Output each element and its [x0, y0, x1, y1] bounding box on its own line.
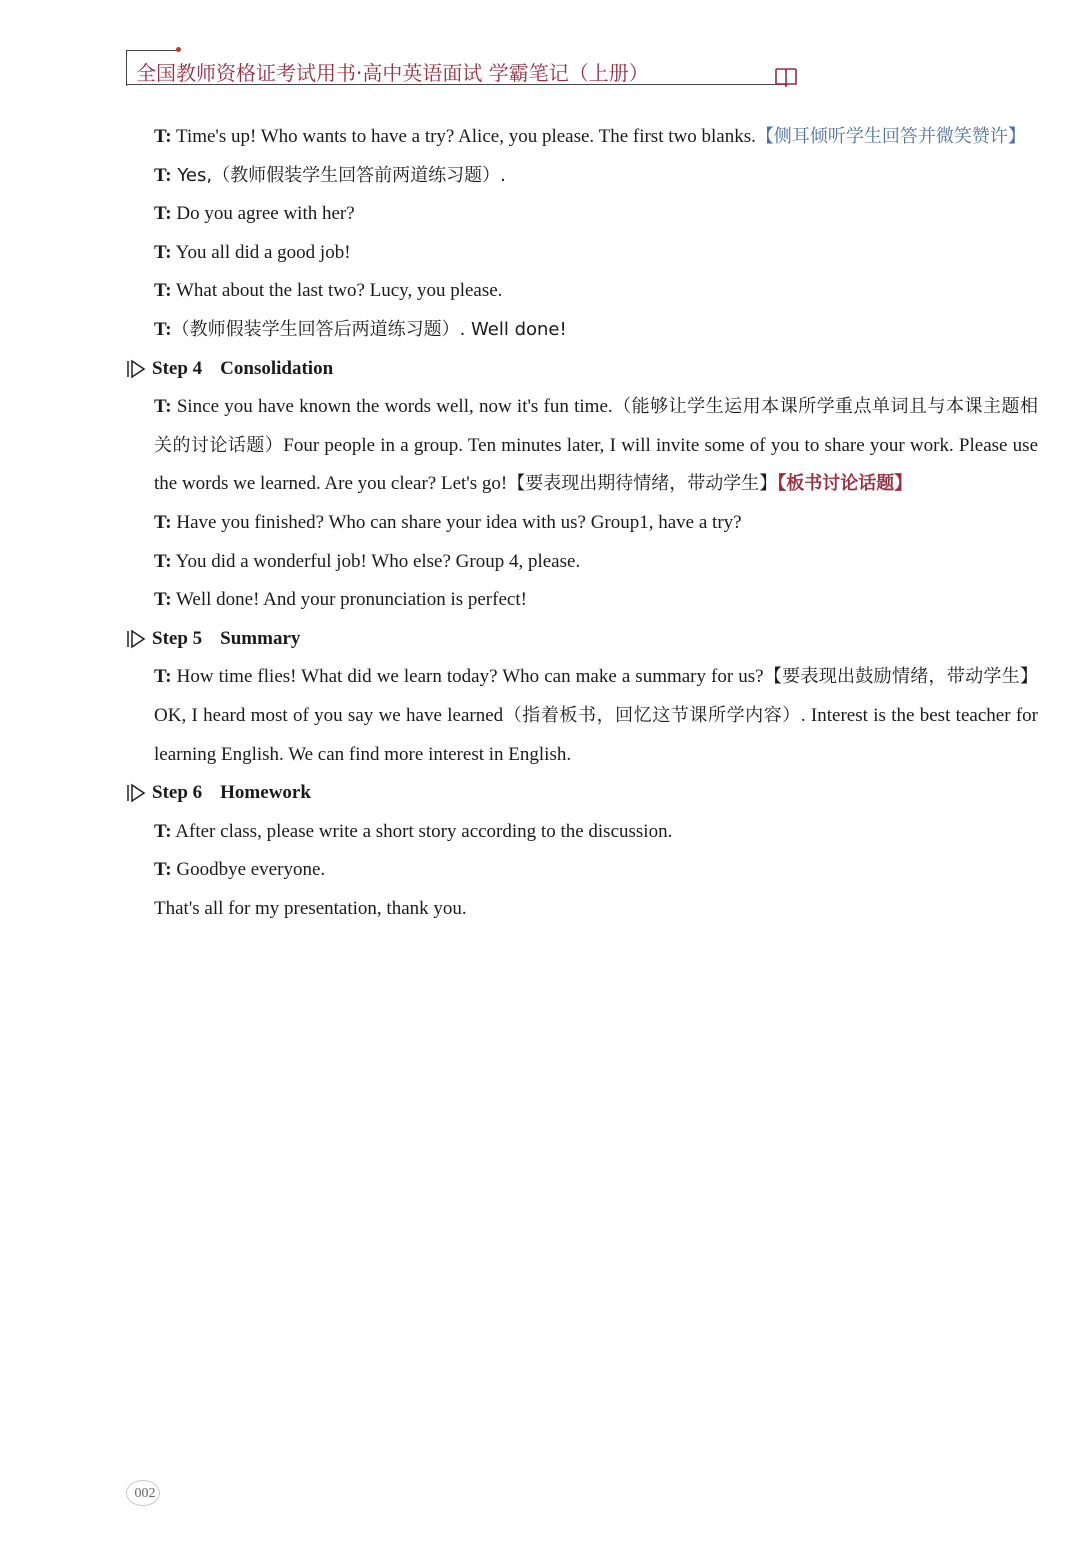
- step-arrow-icon: [126, 359, 148, 379]
- step-arrow-icon: [126, 629, 148, 649]
- step-heading: [126, 774, 1040, 813]
- dialogue-line: [154, 157, 1040, 196]
- dialogue-text: Have you finished? Who can share your idea with us? Group1, have a try?: [171, 511, 742, 533]
- dialogue-line: [154, 311, 1040, 350]
- dialogue-text: . Interest is the best teacher for learning English. We can find more interest in English.: [154, 704, 1038, 765]
- dialogue-text: You all did a good job!: [171, 241, 351, 263]
- dialogue-text: Yes,（教师假装学生回答前两道练习题）.: [171, 164, 506, 186]
- speaker-label: T:: [154, 396, 172, 418]
- speaker-label: T:: [154, 666, 172, 688]
- dialogue-text: Well done! And your pronunciation is perfect!: [171, 589, 527, 611]
- board-note: 【板书讨论话题】: [777, 473, 913, 495]
- speaker-label: T:: [154, 203, 172, 225]
- speaker-label: T:: [154, 859, 172, 881]
- teacher-note: 【要表现出鼓励情绪，带动学生】: [763, 666, 1038, 688]
- dialogue-paragraph: [154, 388, 1038, 504]
- dialogue-line: [154, 851, 1040, 890]
- book-title: 全国教师资格证考试用书·高中英语面试 学霸笔记（上册）: [136, 61, 649, 85]
- dialogue-line: [154, 581, 1040, 620]
- dialogue-text: Time's up! Who wants to have a try? Alice, you please. The first two blanks.: [171, 126, 756, 147]
- dialogue-paragraph: [154, 658, 1038, 774]
- step-title: Summary: [220, 627, 301, 649]
- dialogue-line: [154, 118, 1040, 157]
- dialogue-text: Four people in a group. Ten minutes later, I will invite some of you to share your work. Please use the words we learned. Are you clear? Let's go!: [154, 434, 1039, 495]
- header-dot: [176, 47, 181, 52]
- step-title: Consolidation: [220, 357, 334, 379]
- step-heading: [126, 350, 1040, 389]
- speaker-label: T:: [154, 318, 172, 340]
- dialogue-text: That's all for my presentation, thank you.: [154, 897, 467, 919]
- dialogue-text: Since you have known the words well, now it's fun time.: [171, 396, 613, 418]
- dialogue-line: [154, 195, 1040, 234]
- step-title: Homework: [220, 782, 311, 804]
- open-book-icon: [774, 66, 798, 88]
- dialogue-text: What about the last two? Lucy, you please.: [171, 280, 503, 302]
- dialogue-text: Do you agree with her?: [171, 203, 355, 225]
- speaker-label: T:: [154, 820, 172, 842]
- speaker-label: T:: [154, 280, 172, 302]
- speaker-label: T:: [154, 589, 172, 611]
- speaker-label: T:: [154, 511, 172, 533]
- step-number: Step 4: [152, 357, 203, 379]
- dialogue-text: After class, please write a short story according to the discussion.: [171, 820, 673, 842]
- dialogue-line: [154, 272, 1040, 311]
- dialogue-text: OK, I heard most of you say we have learned: [154, 704, 504, 726]
- dialogue-line: [154, 543, 1040, 582]
- speaker-label: T:: [154, 164, 172, 186]
- dialogue-text: （教师假装学生回答后两道练习题）. Well done!: [171, 318, 567, 340]
- dialogue-line: [154, 813, 1040, 852]
- closing-line: [154, 890, 1040, 929]
- page-body: [154, 118, 1040, 928]
- teacher-note: 【侧耳倾听学生回答并微笑赞许】: [755, 126, 1026, 147]
- step-heading: [126, 620, 1040, 659]
- page-number: 002: [134, 1486, 156, 1501]
- step-arrow-icon: [126, 783, 148, 803]
- running-header: [126, 50, 796, 86]
- dialogue-text: Goodbye everyone.: [171, 859, 326, 881]
- dialogue-line: [154, 234, 1040, 273]
- dialogue-text: （能够让学生运用本课所学重点单词且与本课主题相关的讨论话题）: [154, 396, 1039, 456]
- step-number: Step 5: [152, 627, 203, 649]
- dialogue-line: [154, 504, 1040, 543]
- speaker-label: T:: [154, 241, 172, 263]
- dialogue-text: You did a wonderful job! Who else? Group 4, please.: [171, 550, 581, 572]
- step-number: Step 6: [152, 782, 203, 804]
- dialogue-text: How time flies! What did we learn today? Who can make a summary for us?: [171, 666, 764, 688]
- dialogue-text: （指着板书，回忆这节课所学内容）: [503, 704, 801, 726]
- speaker-label: T:: [154, 126, 172, 147]
- teacher-note: 【要表现出期待情绪，带动学生】: [507, 473, 778, 495]
- speaker-label: T:: [154, 550, 172, 572]
